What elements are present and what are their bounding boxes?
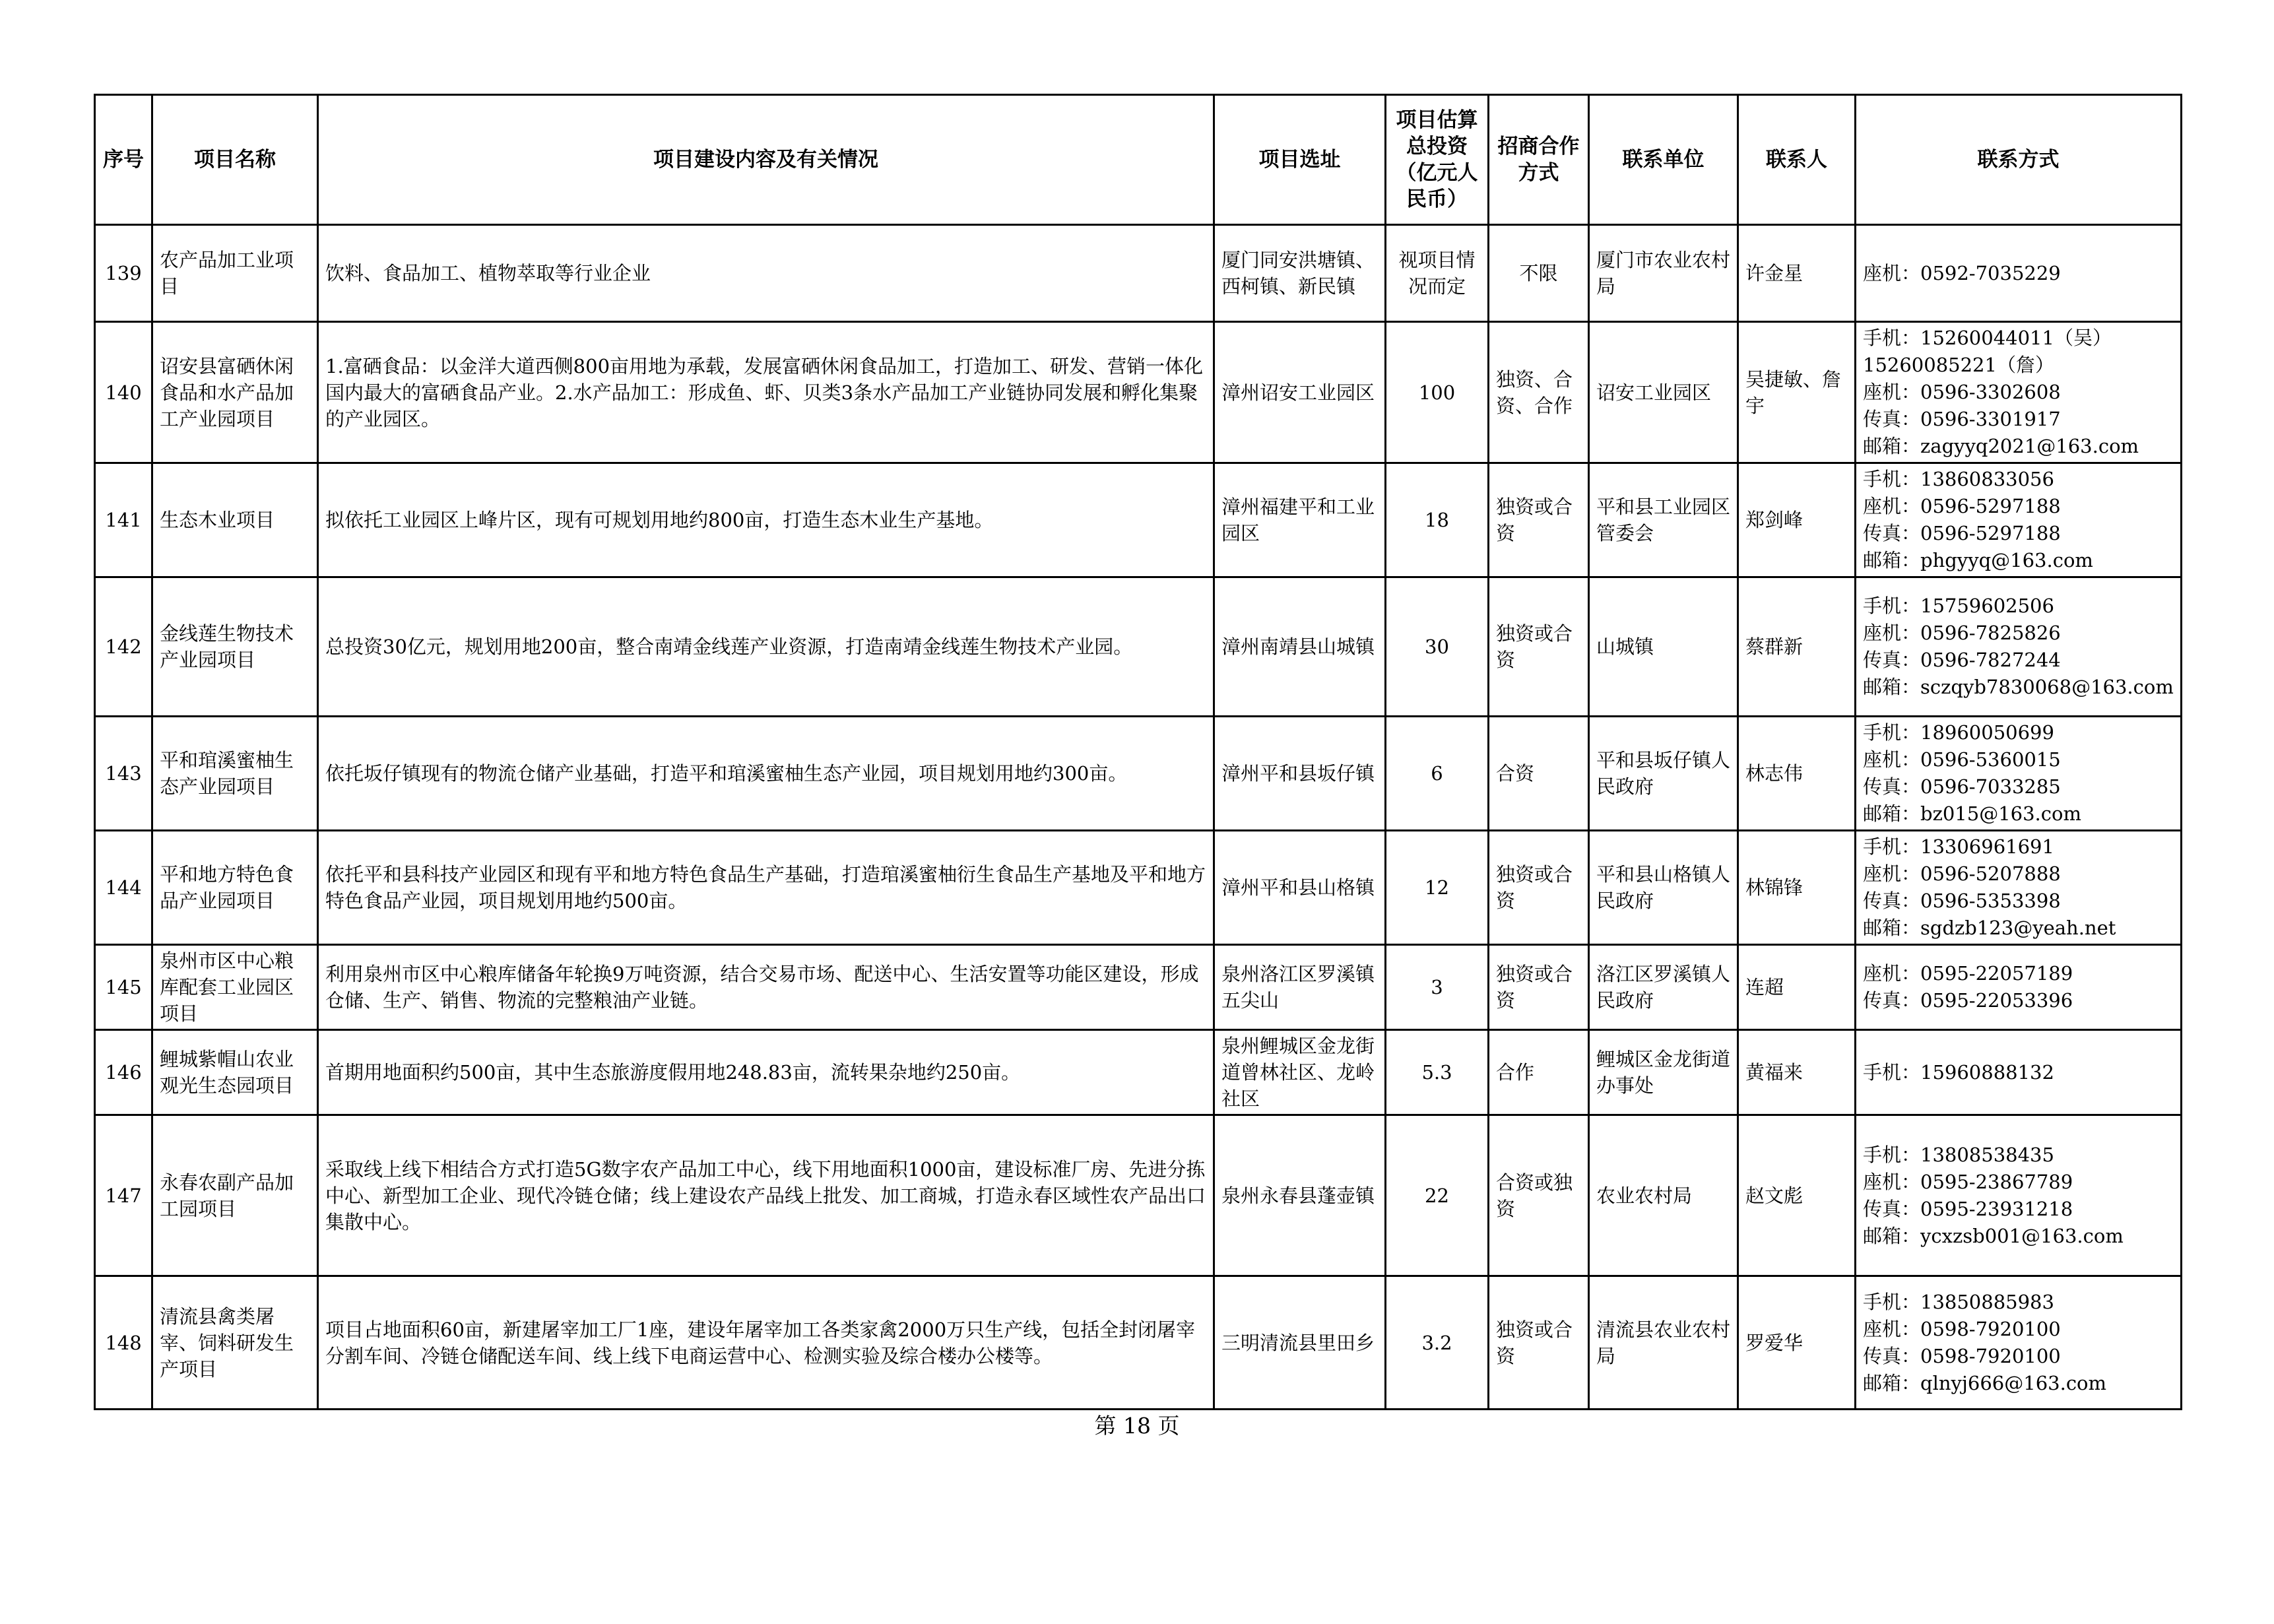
table-row [95,577,2182,717]
row-contact: 手机：13850885983 座机：0598-7920100 传真：0598-7920100 邮箱：qlnyj666@163.com [1856,1276,2182,1410]
row-name: 泉州市区中心粮库配套工业园区项目 [152,945,318,1030]
row-no: 146 [95,1030,152,1115]
project-table [94,94,2182,1410]
row-contact: 手机：13306961691 座机：0596-5207888 传真：0596-5353398 邮箱：sgdzb123@yeah.net [1856,831,2182,945]
row-no: 143 [95,717,152,831]
row-unit: 鲤城区金龙街道办事处 [1589,1030,1738,1115]
row-person: 郑剑峰 [1738,463,1856,577]
row-location: 漳州南靖县山城镇 [1214,577,1386,717]
row-no: 145 [95,945,152,1030]
row-content: 饮料、食品加工、植物萃取等行业企业 [318,225,1214,322]
row-person: 林志伟 [1738,717,1856,831]
header-row [95,95,2182,225]
row-contact: 手机：15759602506 座机：0596-7825826 传真：0596-7827244 邮箱：sczqyb7830068@163.com [1856,577,2182,717]
row-mode: 独资或合资 [1489,577,1589,717]
row-mode: 合资 [1489,717,1589,831]
row-location: 三明清流县里田乡 [1214,1276,1386,1410]
row-person: 蔡群新 [1738,577,1856,717]
row-person: 罗爱华 [1738,1276,1856,1410]
table-row [95,225,2182,322]
row-name: 清流县禽类屠宰、饲料研发生产项目 [152,1276,318,1410]
row-mode: 独资或合资 [1489,945,1589,1030]
row-location: 漳州福建平和工业园区 [1214,463,1386,577]
row-contact: 手机：15260044011（吴） 15260085221（詹） 座机：0596-3302608 传真：0596-3301917 邮箱：zagyyq2021@163.com [1856,322,2182,463]
row-name: 生态木业项目 [152,463,318,577]
header-mode: 招商合作方式 [1489,95,1589,225]
header-location: 项目选址 [1214,95,1386,225]
row-contact: 座机：0592-7035229 [1856,225,2182,322]
row-no: 144 [95,831,152,945]
row-investment: 30 [1386,577,1489,717]
table-row [95,945,2182,1030]
table-row [95,717,2182,831]
row-unit: 诏安工业园区 [1589,322,1738,463]
header-investment: 项目估算总投资（亿元人民币） [1386,95,1489,225]
table-row [95,322,2182,463]
row-unit: 平和县山格镇人民政府 [1589,831,1738,945]
row-investment: 3 [1386,945,1489,1030]
row-person: 许金星 [1738,225,1856,322]
row-mode: 独资或合资 [1489,1276,1589,1410]
row-investment: 22 [1386,1115,1489,1276]
row-no: 142 [95,577,152,717]
row-no: 141 [95,463,152,577]
row-location: 漳州诏安工业园区 [1214,322,1386,463]
row-person: 黄福来 [1738,1030,1856,1115]
row-unit: 清流县农业农村局 [1589,1276,1738,1410]
table-row [95,463,2182,577]
row-name: 农产品加工业项目 [152,225,318,322]
table-row [95,831,2182,945]
row-unit: 农业农村局 [1589,1115,1738,1276]
row-person: 赵文彪 [1738,1115,1856,1276]
row-unit: 厦门市农业农村局 [1589,225,1738,322]
row-investment: 3.2 [1386,1276,1489,1410]
row-name: 平和地方特色食品产业园项目 [152,831,318,945]
row-content: 利用泉州市区中心粮库储备年轮换9万吨资源，结合交易市场、配送中心、生活安置等功能区建设，形成仓储、生产、销售、物流的完整粮油产业链。 [318,945,1214,1030]
row-contact: 座机：0595-22057189 传真：0595-22053396 [1856,945,2182,1030]
header-name: 项目名称 [152,95,318,225]
row-name: 金线莲生物技术产业园项目 [152,577,318,717]
row-person: 林锦锋 [1738,831,1856,945]
row-investment: 6 [1386,717,1489,831]
row-investment: 18 [1386,463,1489,577]
row-name: 鲤城紫帽山农业观光生态园项目 [152,1030,318,1115]
row-content: 项目占地面积60亩，新建屠宰加工厂1座，建设年屠宰加工各类家禽2000万只生产线，包括全封闭屠宰分割车间、冷链仓储配送车间、线上线下电商运营中心、检测实验及综合楼办公楼等。 [318,1276,1214,1410]
row-location: 厦门同安洪塘镇、西柯镇、新民镇 [1214,225,1386,322]
row-person: 连超 [1738,945,1856,1030]
table-row [95,1030,2182,1115]
row-location: 泉州鲤城区金龙街道曾林社区、龙岭社区 [1214,1030,1386,1115]
row-content: 拟依托工业园区上峰片区，现有可规划用地约800亩，打造生态木业生产基地。 [318,463,1214,577]
row-content: 总投资30亿元，规划用地200亩，整合南靖金线莲产业资源，打造南靖金线莲生物技术产业园。 [318,577,1214,717]
row-mode: 合资或独资 [1489,1115,1589,1276]
row-content: 1.富硒食品：以金洋大道西侧800亩用地为承载，发展富硒休闲食品加工，打造加工、研发、营销一体化国内最大的富硒食品产业。2.水产品加工：形成鱼、虾、贝类3条水产品加工产业链协同发展和孵化集聚的产业园区。 [318,322,1214,463]
row-contact: 手机：13860833056 座机：0596-5297188 传真：0596-5297188 邮箱：phgyyq@163.com [1856,463,2182,577]
row-content: 采取线上线下相结合方式打造5G数字农产品加工中心，线下用地面积1000亩，建设标准厂房、先进分拣中心、新型加工企业、现代冷链仓储；线上建设农产品线上批发、加工商城，打造永春区域性农产品出口集散中心。 [318,1115,1214,1276]
table-row [95,1276,2182,1410]
row-name: 永春农副产品加工园项目 [152,1115,318,1276]
header-person: 联系人 [1738,95,1856,225]
row-unit: 平和县工业园区管委会 [1589,463,1738,577]
row-mode: 独资或合资 [1489,463,1589,577]
row-mode: 独资或合资 [1489,831,1589,945]
row-contact: 手机：15960888132 [1856,1030,2182,1115]
row-unit: 山城镇 [1589,577,1738,717]
row-no: 148 [95,1276,152,1410]
row-unit: 平和县坂仔镇人民政府 [1589,717,1738,831]
row-no: 147 [95,1115,152,1276]
row-location: 漳州平和县山格镇 [1214,831,1386,945]
row-investment: 12 [1386,831,1489,945]
header-content: 项目建设内容及有关情况 [318,95,1214,225]
row-content: 依托坂仔镇现有的物流仓储产业基础，打造平和琯溪蜜柚生态产业园，项目规划用地约300亩。 [318,717,1214,831]
row-mode: 独资、合资、合作 [1489,322,1589,463]
row-investment: 100 [1386,322,1489,463]
row-name: 平和琯溪蜜柚生态产业园项目 [152,717,318,831]
row-no: 139 [95,225,152,322]
row-location: 泉州洛江区罗溪镇五尖山 [1214,945,1386,1030]
row-person: 吴捷敏、詹宇 [1738,322,1856,463]
row-investment: 5.3 [1386,1030,1489,1115]
page-number: 第 18 页 [1094,1413,1180,1439]
row-content: 依托平和县科技产业园区和现有平和地方特色食品生产基础，打造琯溪蜜柚衍生食品生产基地及平和地方特色食品产业园，项目规划用地约500亩。 [318,831,1214,945]
row-investment: 视项目情况而定 [1386,225,1489,322]
row-name: 诏安县富硒休闲食品和水产品加工产业园项目 [152,322,318,463]
row-mode: 合作 [1489,1030,1589,1115]
header-no: 序号 [95,95,152,225]
row-content: 首期用地面积约500亩，其中生态旅游度假用地248.83亩，流转果杂地约250亩。 [318,1030,1214,1115]
row-unit: 洛江区罗溪镇人民政府 [1589,945,1738,1030]
header-unit: 联系单位 [1589,95,1738,225]
row-contact: 手机：13808538435 座机：0595-23867789 传真：0595-23931218 邮箱：ycxzsb001@163.com [1856,1115,2182,1276]
row-location: 漳州平和县坂仔镇 [1214,717,1386,831]
row-mode: 不限 [1489,225,1589,322]
row-no: 140 [95,322,152,463]
row-location: 泉州永春县蓬壶镇 [1214,1115,1386,1276]
row-contact: 手机：18960050699 座机：0596-5360015 传真：0596-7033285 邮箱：bz015@163.com [1856,717,2182,831]
table-row [95,1115,2182,1276]
header-contact: 联系方式 [1856,95,2182,225]
